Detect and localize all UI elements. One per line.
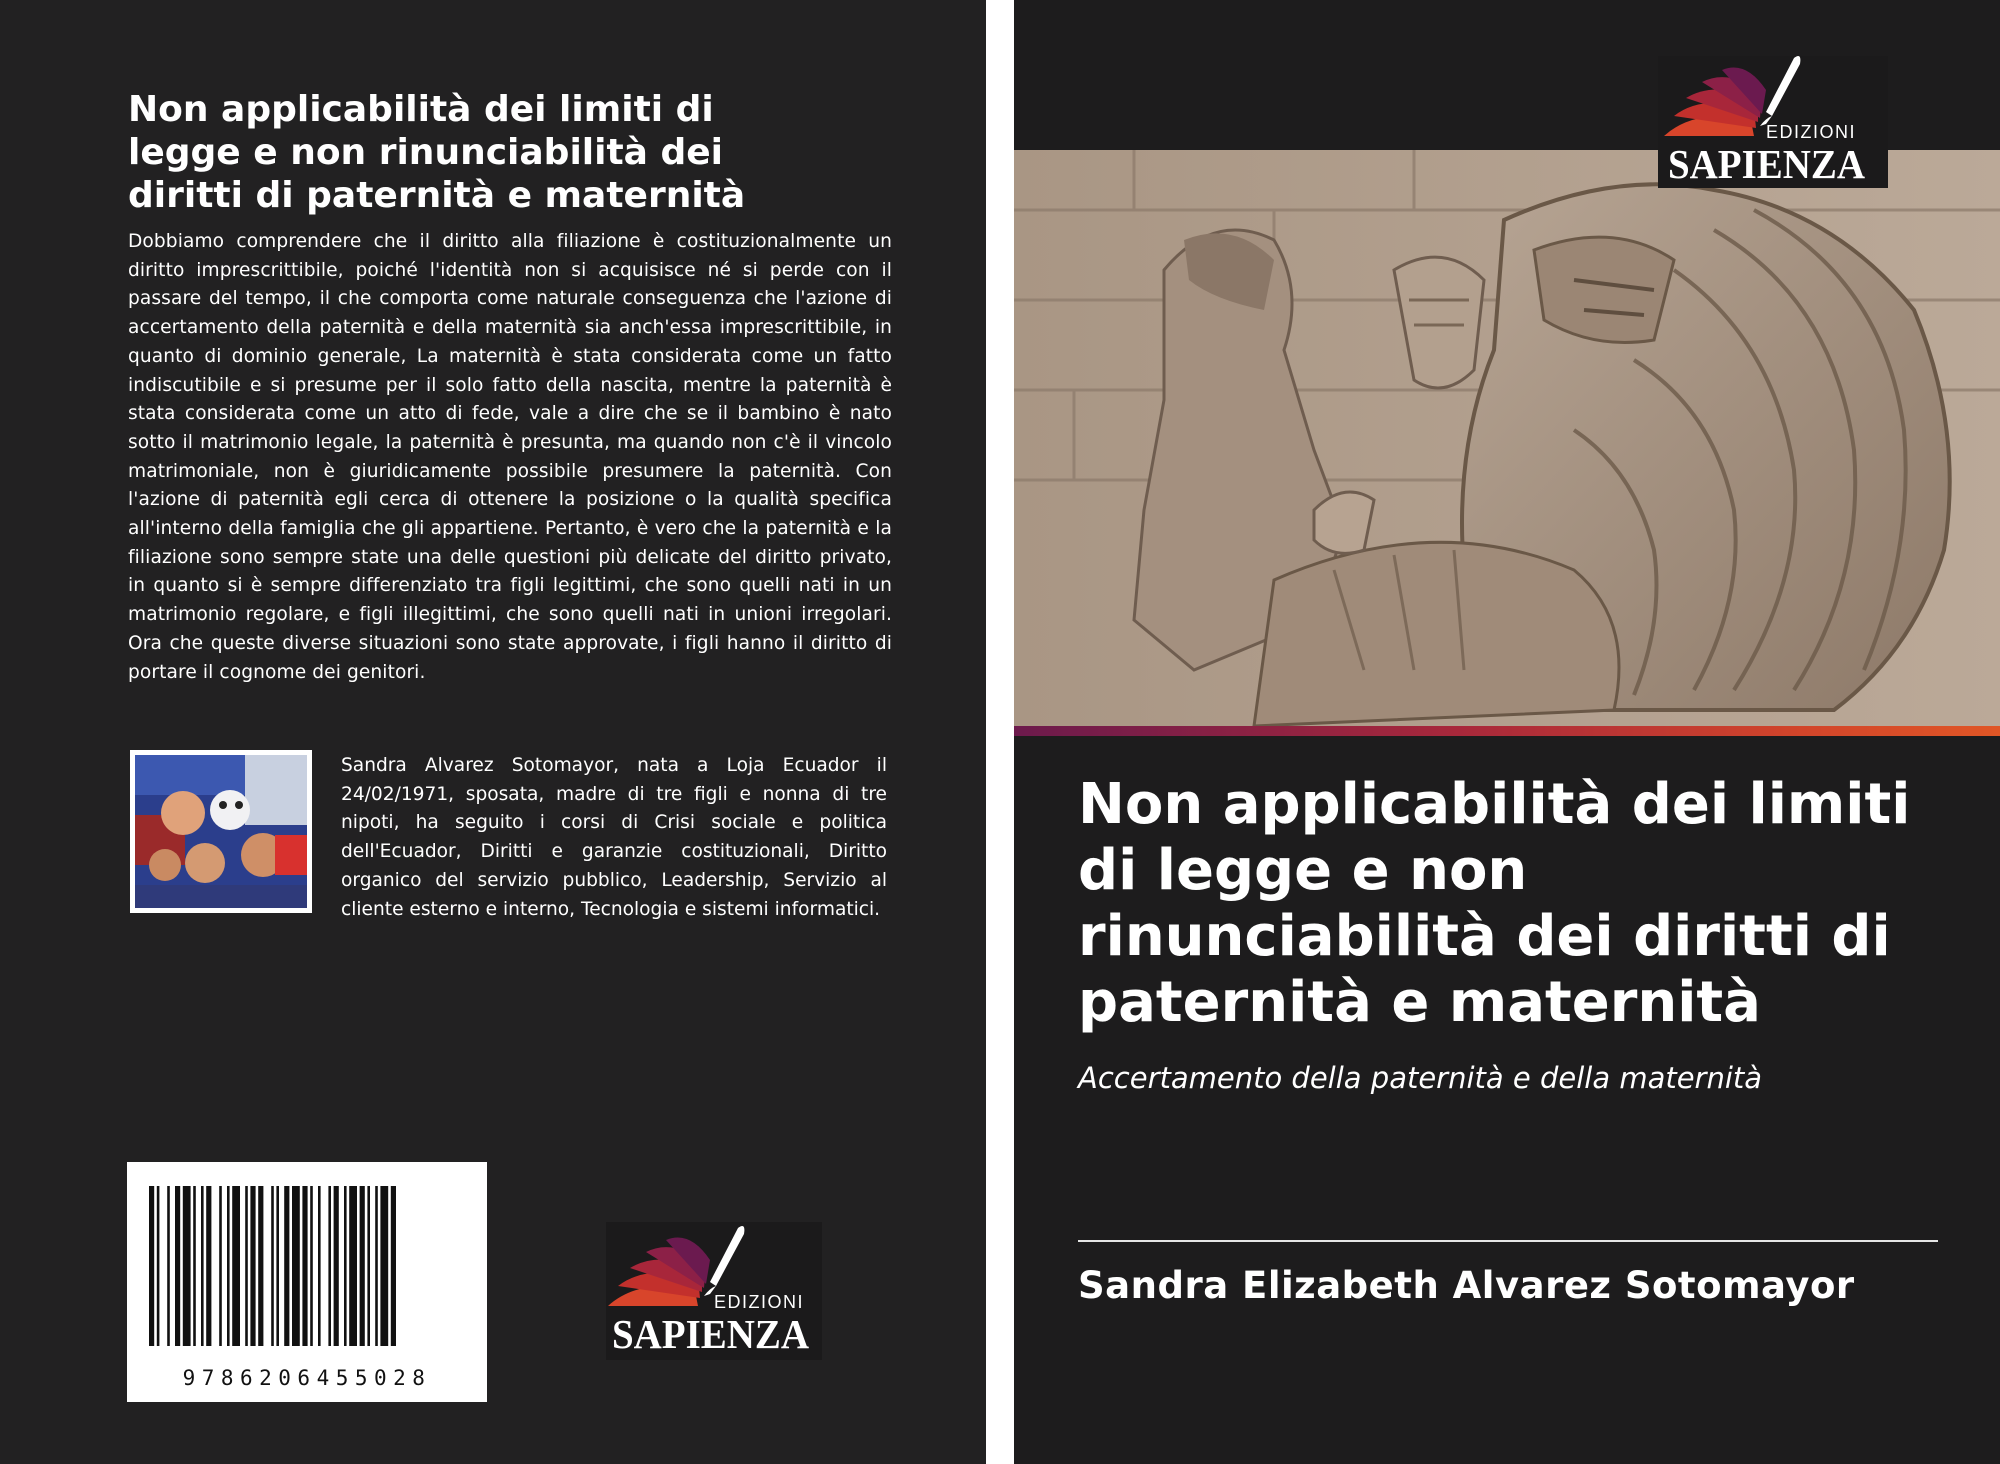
publisher-sapienza-label: SAPIENZA — [612, 1311, 809, 1357]
barcode-bar — [349, 1186, 357, 1346]
author-photo — [130, 750, 312, 913]
barcode-bar — [250, 1186, 255, 1346]
barcode-bar — [183, 1186, 191, 1346]
barcode-bar — [206, 1186, 211, 1346]
barcode-bar — [201, 1186, 204, 1346]
barcode — [127, 1162, 487, 1402]
barcode-bar — [310, 1186, 313, 1346]
barcode-bar — [276, 1186, 279, 1346]
front-cover-sculpture-image — [1014, 150, 2000, 726]
spine-gap — [986, 0, 1014, 1464]
sculpture-illustration — [1014, 150, 2000, 726]
isbn-digits: 9786206455028 — [182, 1366, 432, 1390]
barcode-bar — [258, 1186, 263, 1346]
front-cover-title: Non applicabilità dei limiti di legge e non rinunciabilità dei diritti di paternità e maternità — [1078, 772, 1911, 1035]
author-photo-image — [135, 755, 307, 908]
barcode-bar — [334, 1186, 339, 1346]
barcode-bar — [318, 1186, 321, 1346]
barcode-bar — [193, 1186, 196, 1346]
barcode-bar — [380, 1186, 388, 1346]
barcode-bar — [367, 1186, 370, 1346]
barcode-bar — [219, 1186, 222, 1346]
barcode-bar — [149, 1186, 154, 1346]
barcode-bar — [302, 1186, 307, 1346]
barcode-bar — [344, 1186, 347, 1346]
barcode-bar — [328, 1186, 331, 1346]
barcode-bar — [292, 1186, 300, 1346]
publisher-logo-back — [606, 1222, 822, 1360]
barcode-bar — [375, 1186, 378, 1346]
back-cover-title: Non applicabilità dei limiti di legge e non rinunciabilità dei diritti di paternità e maternità — [128, 89, 746, 216]
front-cover-accent-stripe — [1014, 726, 2000, 736]
barcode-bar — [271, 1186, 274, 1346]
barcode-bar — [175, 1186, 180, 1346]
barcode-bar — [227, 1186, 230, 1346]
publisher-edizioni-label: EDIZIONI — [1766, 122, 1857, 142]
barcode-bar — [232, 1186, 240, 1346]
front-cover-author: Sandra Elizabeth Alvarez Sotomayor — [1078, 1264, 1855, 1307]
front-cover-divider — [1078, 1240, 1938, 1242]
front-cover-subtitle: Accertamento della paternità e della maternità — [1078, 1061, 1763, 1095]
barcode-bar — [284, 1186, 289, 1346]
publisher-edizioni-label: EDIZIONI — [714, 1292, 805, 1312]
barcode-bar — [157, 1186, 160, 1346]
back-cover-blurb: Dobbiamo comprendere che il diritto alla filiazione è costituzionalmente un diritto imprescrittibile, poiché l'identità non si acquisisce né si perde con il passare del tempo, il che comporta come naturale conseguenza che l'azione di accertamento della paternità e della maternità sia anch'essa imprescrittibile, in quanto di dominio generale, La maternità è stata considerata come un fatto indiscutibile e si presume per il solo fatto della nascita, mentre la paternità è stata considerata come un atto di fede, vale a dire che se il bambino è nato sotto il matrimonio legale, la paternità è presunta, ma quando non c'è il vincolo matrimoniale, non è giuridicamente possibile presumere la paternità. Con l'azione di paternità egli cerca di ottenere la posizione o la qualità specifica all'interno della famiglia che gli appartiene. Pertanto, è vero che la paternità e la filiazione sono sempre state una delle questioni più delicate del diritto privato, in quanto si è sempre differenziato tra figli legittimi, che sono quelli nati in un matrimonio regolare, e figli illegittimi, che sono quelli nati in unioni irregolari. Ora che queste diverse situazioni sono state approvate, i figli hanno il diritto di portare il cognome dei genitori. — [128, 231, 892, 683]
barcode-bar — [245, 1186, 248, 1346]
barcode-bar — [360, 1186, 365, 1346]
publisher-logo-front — [1658, 56, 1888, 188]
barcode-bar — [391, 1186, 396, 1346]
author-bio: Sandra Alvarez Sotomayor, nata a Loja Ecuador il 24/02/1971, sposata, madre di tre figli e nonna di tre nipoti, ha seguito i corsi di Crisi sociale e politica dell'Ecuador, Diritti e garanzie costituzionali, Diritto organico del servizio pubblico, Leadership, Servizio al cliente esterno e interno, Tecnologia e sistemi informatici. — [341, 755, 887, 920]
barcode-bar — [167, 1186, 170, 1346]
publisher-sapienza-label: SAPIENZA — [1668, 141, 1865, 187]
